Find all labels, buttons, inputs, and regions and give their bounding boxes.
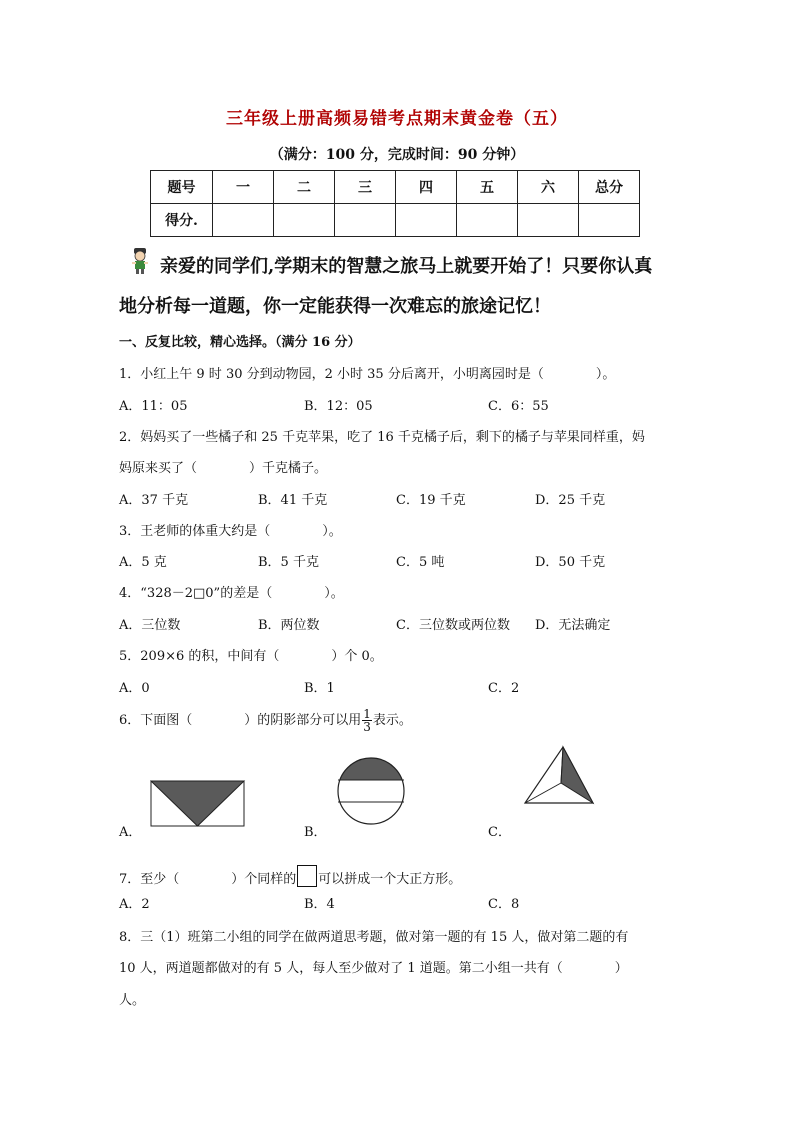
score-header-cell: 一 (213, 171, 274, 204)
score-header-cell: 五 (457, 171, 518, 204)
question-3: 3．王老师的体重大约是（ ）。 (119, 524, 342, 539)
score-input-cell[interactable] (457, 204, 518, 237)
score-input-cell[interactable] (579, 204, 640, 237)
question-8-line-2: 10 人，两道题都做对的有 5 人，每人至少做对了 1 道题。第二小组一共有（ ） (119, 961, 628, 976)
score-table (150, 170, 640, 237)
q4-option-b[interactable]: B．两位数 (258, 618, 320, 633)
q4-option-d[interactable]: D．无法确定 (535, 618, 611, 633)
score-header-cell: 题号 (151, 171, 213, 204)
question-8-line-3: 人。 (119, 993, 146, 1008)
q2-option-b[interactable]: B．41 千克 (258, 493, 328, 508)
q4-option-a[interactable]: A．三位数 (119, 618, 181, 633)
question-2-line-2: 妈原来买了（ ）千克橘子。 (119, 461, 328, 476)
figure-b-circle-bands (336, 756, 406, 826)
section-1-heading: 一、反复比较，精心选择。（满分 16 分） (119, 335, 361, 350)
q3-option-b[interactable]: B．5 千克 (258, 555, 319, 570)
exam-title: 三年级上册高频易错考点期末黄金卷（五） (226, 109, 568, 129)
score-table-header-row (151, 171, 640, 204)
figure-a-rectangle-triangle (150, 780, 246, 828)
intro-line-2: 地分析每一道题，你一定能获得一次难忘的旅途记忆！ (119, 296, 551, 317)
score-header-cell: 三 (335, 171, 396, 204)
q1-option-b[interactable]: B．12：05 (304, 399, 373, 414)
q7-option-b[interactable]: B．4 (304, 897, 335, 912)
question-1: 1．小红上午 9 时 30 分到动物园，2 小时 35 分后离开，小明离园时是（ ）。 (119, 367, 616, 382)
q7-option-c[interactable]: C．8 (488, 897, 520, 912)
score-input-cell[interactable] (518, 204, 579, 237)
question-2-line-1: 2．妈妈买了一些橘子和 25 千克苹果，吃了 16 千克橘子后，剩下的橘子与苹果同样重，妈 (119, 430, 645, 445)
score-input-cell[interactable] (335, 204, 396, 237)
q6-option-a[interactable]: A． (119, 825, 142, 840)
q1-option-c[interactable]: C．6：55 (488, 399, 549, 414)
intro-line-1: 亲爱的同学们,学期末的智慧之旅马上就要开始了！只要你认真 (160, 256, 653, 277)
score-header-cell: 总分 (579, 171, 640, 204)
small-square-icon (297, 865, 317, 887)
question-6-text-after: 表示。 (372, 713, 412, 728)
score-header-cell: 二 (274, 171, 335, 204)
score-input-cell[interactable] (213, 204, 274, 237)
figure-c-triangle (523, 745, 595, 807)
q2-option-d[interactable]: D．25 千克 (535, 493, 606, 508)
question-6-text-before: 6．下面图（ ）的阴影部分可以用 (119, 713, 362, 728)
score-row-label: 得分. (151, 204, 213, 237)
exam-subtitle: （满分：100 分，完成时间：90 分钟） (269, 147, 525, 163)
q6-option-c[interactable]: C． (488, 825, 511, 840)
fraction-numerator: 1 (363, 707, 371, 721)
score-input-cell[interactable] (274, 204, 335, 237)
q5-option-b[interactable]: B．1 (304, 681, 335, 696)
question-8-line-1: 8．三（1）班第二小组的同学在做两道思考题，做对第一题的有 15 人，做对第二题的有 (119, 930, 629, 945)
q5-option-a[interactable]: A．0 (119, 681, 150, 696)
score-input-cell[interactable] (396, 204, 457, 237)
q1-option-a[interactable]: A．11：05 (119, 399, 188, 414)
q6-option-b[interactable]: B． (304, 825, 327, 840)
score-header-cell: 六 (518, 171, 579, 204)
question-4: 4．“328－2□0”的差是（ ）。 (119, 586, 344, 601)
fraction-denominator: 3 (363, 720, 371, 734)
question-7 (119, 865, 461, 887)
question-5: 5．209×6 的积，中间有（ ）个 0。 (119, 649, 383, 664)
score-header-cell: 四 (396, 171, 457, 204)
question-6 (119, 708, 412, 733)
question-7-text-before: 7．至少（ ）个同样的 (119, 872, 297, 887)
q3-option-d[interactable]: D．50 千克 (535, 555, 606, 570)
q2-option-a[interactable]: A．37 千克 (119, 493, 189, 508)
q3-option-a[interactable]: A．5 克 (119, 555, 167, 570)
score-table-score-row (151, 204, 640, 237)
q5-option-c[interactable]: C．2 (488, 681, 520, 696)
q2-option-c[interactable]: C．19 千克 (396, 493, 466, 508)
student-mascot-icon (130, 247, 150, 275)
q7-option-a[interactable]: A．2 (119, 897, 150, 912)
q4-option-c[interactable]: C．三位数或两位数 (396, 618, 510, 633)
q3-option-c[interactable]: C．5 吨 (396, 555, 445, 570)
question-7-text-after: 可以拼成一个大正方形。 (318, 872, 462, 887)
fraction-one-third (362, 708, 372, 733)
